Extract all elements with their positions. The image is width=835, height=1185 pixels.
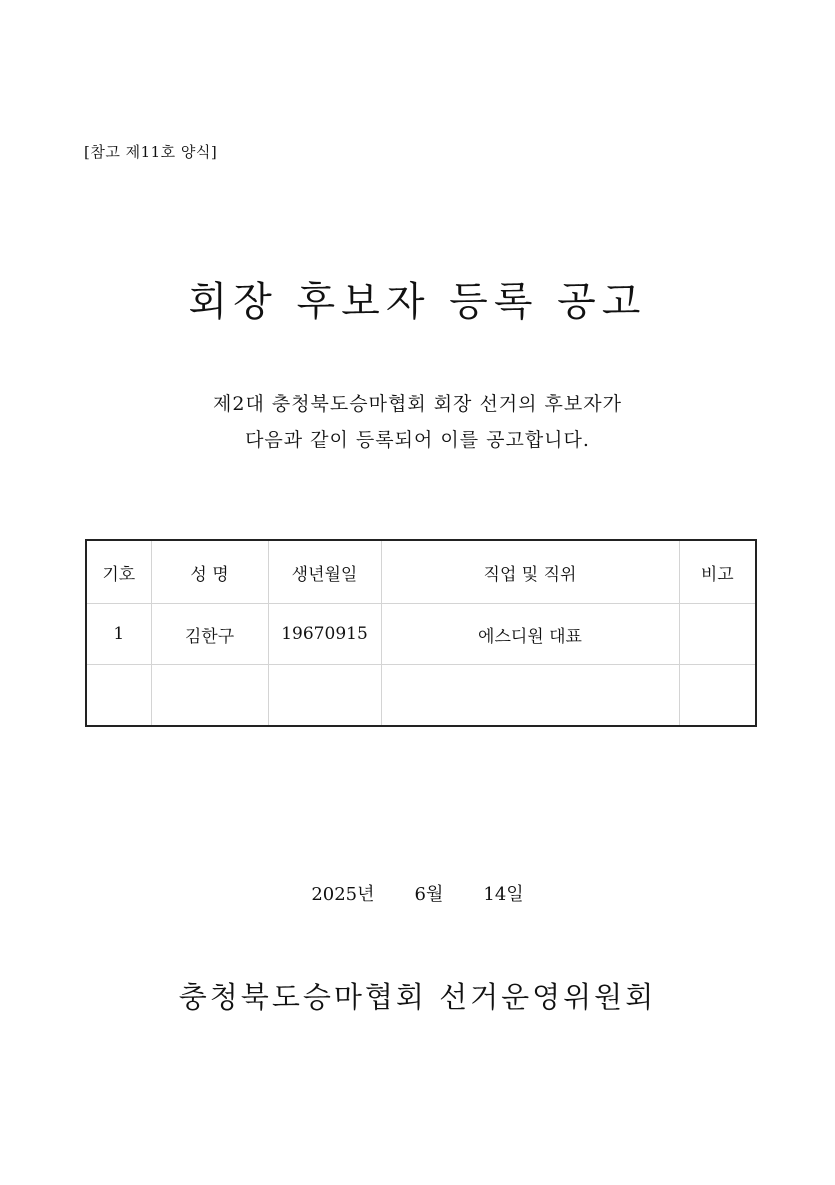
table-row	[86, 604, 756, 665]
header-birthdate: 생년월일	[268, 540, 381, 604]
issuing-organization: 충청북도승마협회 선거운영위원회	[178, 980, 657, 1014]
table-row	[86, 665, 756, 726]
header-remarks: 비고	[679, 540, 756, 604]
cell-occupation	[381, 665, 679, 726]
header-occupation: 직업 및 직위	[381, 540, 679, 604]
intro-line-2: 다음과 같이 등록되어 이를 공고합니다.	[245, 429, 590, 451]
table-header-row	[86, 540, 756, 604]
date-year: 2025년	[311, 884, 375, 905]
cell-remarks	[679, 665, 756, 726]
cell-occupation: 에스디원 대표	[381, 604, 679, 665]
candidate-table	[85, 539, 757, 727]
header-name: 성 명	[151, 540, 268, 604]
cell-number: 1	[86, 604, 151, 665]
announcement-intro	[0, 386, 835, 458]
cell-name	[151, 665, 268, 726]
cell-birthdate: 19670915	[268, 604, 381, 665]
form-reference-label: [참고 제11호 양식]	[84, 143, 218, 161]
date-day: 14일	[483, 884, 524, 905]
intro-line-1: 제2대 충청북도승마협회 회장 선거의 후보자가	[213, 393, 622, 415]
cell-number	[86, 665, 151, 726]
header-number: 기호	[86, 540, 151, 604]
page-title: 회장 후보자 등록 공고	[188, 279, 647, 325]
announcement-date	[0, 880, 835, 906]
cell-remarks	[679, 604, 756, 665]
date-month: 6월	[414, 884, 444, 905]
cell-birthdate	[268, 665, 381, 726]
cell-name: 김한구	[151, 604, 268, 665]
